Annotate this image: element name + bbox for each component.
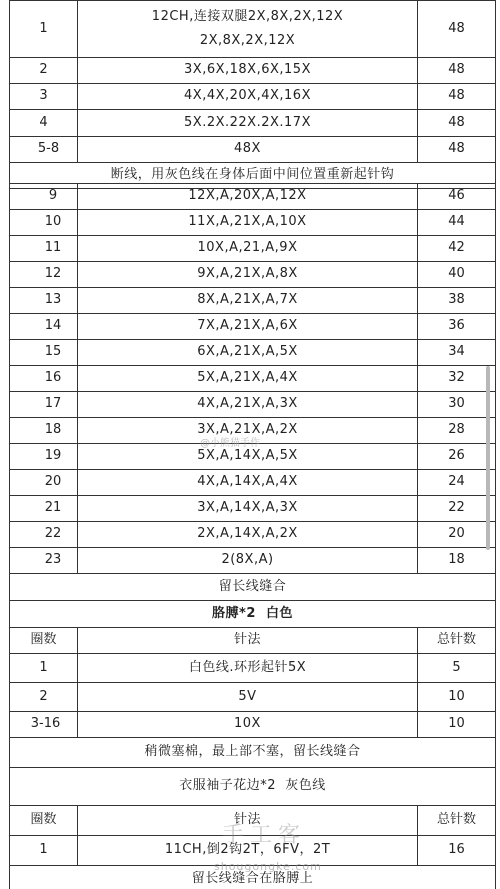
stitch-line-2: 2X,8X,2X,12X <box>199 33 296 48</box>
stitch-cell: 12X,A,20X,A,12X <box>78 184 418 210</box>
total-cell: 38 <box>418 288 496 314</box>
table-row <box>10 712 496 738</box>
row-number: 1 <box>10 836 78 866</box>
table-row <box>10 84 496 110</box>
table-row <box>10 314 496 340</box>
stitch-line-1: 12CH,连接双腿2X,8X,2X,12X <box>151 8 344 24</box>
row-number: 19 <box>10 444 78 470</box>
total-cell: 34 <box>418 340 496 366</box>
stitch-cell: 10X,A,21,A,9X <box>78 236 418 262</box>
row-number: 12 <box>10 262 78 288</box>
stitch-cell: 3X,A,14X,A,3X <box>78 496 418 522</box>
total-cell: 10 <box>418 683 496 712</box>
row-number: 22 <box>10 522 78 548</box>
row-number: 14 <box>10 314 78 340</box>
watermark-logo: 手工客 <box>222 823 307 848</box>
row-number: 20 <box>10 470 78 496</box>
row-number: 4 <box>10 110 78 137</box>
table-row <box>10 522 496 548</box>
stitch-cell: 9X,A,21X,A,8X <box>78 262 418 288</box>
total-cell: 48 <box>418 137 496 163</box>
total-cell: 28 <box>418 418 496 444</box>
end-note-row <box>10 738 496 768</box>
stitch-cell: 6X,A,21X,A,5X <box>78 340 418 366</box>
arms-title: 胳膊*2 白色 <box>10 601 496 628</box>
stitch-cell: 2(8X,A) <box>78 548 418 574</box>
stitch-cell: 8X,A,21X,A,7X <box>78 288 418 314</box>
row-number: 13 <box>10 288 78 314</box>
total-cell: 48 <box>418 110 496 137</box>
header-total: 总针数 <box>418 806 496 836</box>
total-cell: 16 <box>418 836 496 866</box>
table-row <box>10 110 496 137</box>
watermark-author: @小熊猫手作 <box>200 438 260 449</box>
stitch-cell: 3X,6X,18X,6X,15X <box>78 58 418 84</box>
stitch-cell: 10X <box>78 712 418 738</box>
section-title-row <box>10 768 496 806</box>
table-row <box>10 340 496 366</box>
stitch-cell: 48X <box>78 137 418 163</box>
table-row <box>10 236 496 262</box>
header-stitch: 针法 <box>78 806 418 836</box>
stitch-cell: 5X,A,14X,A,5X <box>78 444 418 470</box>
header-row-count: 圈数 <box>10 628 78 654</box>
stitch-cell: 7X,A,21X,A,6X <box>78 314 418 340</box>
stitch-cell: 3X,A,21X,A,2X <box>78 418 418 444</box>
row-number: 18 <box>10 418 78 444</box>
sleeve-end-note: 留长线缝合在胳膊上 <box>10 866 496 889</box>
total-cell: 5 <box>418 654 496 683</box>
table-row <box>10 392 496 418</box>
row-number: 1 <box>10 654 78 683</box>
table-row <box>10 470 496 496</box>
stitch-cell: 白色线.环形起针5X <box>78 654 418 683</box>
total-cell: 48 <box>418 1 496 58</box>
total-cell: 18 <box>418 548 496 574</box>
stitch-cell: 5V <box>78 683 418 712</box>
total-cell: 46 <box>418 184 496 210</box>
row-number: 3 <box>10 84 78 110</box>
stitch-cell: 5X.2X.22X.2X.17X <box>78 110 418 137</box>
table-row <box>10 262 496 288</box>
row-number: 11 <box>10 236 78 262</box>
total-cell: 10 <box>418 712 496 738</box>
row-number: 21 <box>10 496 78 522</box>
row-number: 15 <box>10 340 78 366</box>
row-number: 5-8 <box>10 137 78 163</box>
note-row: 断线，用灰色线在身体后面中间位置重新起针钩 <box>10 163 496 189</box>
total-cell: 36 <box>418 314 496 340</box>
section-title-row <box>10 601 496 628</box>
row-number: 23 <box>10 548 78 574</box>
crochet-pattern-table <box>9 0 496 189</box>
row-number: 10 <box>10 210 78 236</box>
watermark-url: shougongke.com <box>214 860 322 873</box>
total-cell: 32 <box>418 366 496 392</box>
table-row <box>10 210 496 236</box>
table-row <box>10 184 496 210</box>
stitch-cell: 4X,4X,20X,4X,16X <box>78 84 418 110</box>
table-row <box>10 496 496 522</box>
row-number: 9 <box>10 184 78 210</box>
total-cell: 48 <box>418 58 496 84</box>
row-number: 3-16 <box>10 712 78 738</box>
total-cell: 22 <box>418 496 496 522</box>
stitch-cell: 4X,A,14X,A,4X <box>78 470 418 496</box>
row-number: 17 <box>10 392 78 418</box>
table-row <box>10 548 496 574</box>
row-number: 1 <box>10 1 78 58</box>
total-cell: 48 <box>418 84 496 110</box>
header-row-count: 圈数 <box>10 806 78 836</box>
crochet-pattern-table-body <box>9 183 496 889</box>
row-number: 2 <box>10 58 78 84</box>
table-row <box>10 654 496 683</box>
total-cell: 44 <box>418 210 496 236</box>
total-cell: 40 <box>418 262 496 288</box>
stitch-cell: 11X,A,21X,A,10X <box>78 210 418 236</box>
table-row <box>10 58 496 84</box>
table-row <box>10 366 496 392</box>
stitch-cell: 2X,A,14X,A,2X <box>78 522 418 548</box>
table-row <box>10 683 496 712</box>
total-cell: 20 <box>418 522 496 548</box>
header-row <box>10 628 496 654</box>
end-note-row <box>10 574 496 601</box>
stitch-cell: 5X,A,21X,A,4X <box>78 366 418 392</box>
total-cell: 30 <box>418 392 496 418</box>
table-row <box>10 1 496 58</box>
arms-end-note: 稍微塞棉，最上部不塞，留长线缝合 <box>10 738 496 768</box>
total-cell: 26 <box>418 444 496 470</box>
row-number: 2 <box>10 683 78 712</box>
stitch-cell: 11CH,倒2钩2T，6FV，2T <box>78 836 418 866</box>
header-total: 总针数 <box>418 628 496 654</box>
table-row <box>10 288 496 314</box>
header-stitch: 针法 <box>78 628 418 654</box>
stitch-cell <box>78 1 418 58</box>
total-cell: 24 <box>418 470 496 496</box>
total-cell: 42 <box>418 236 496 262</box>
end-note: 留长线缝合 <box>10 574 496 601</box>
row-number: 16 <box>10 366 78 392</box>
stitch-cell: 4X,A,21X,A,3X <box>78 392 418 418</box>
table-row <box>10 137 496 163</box>
sleeve-title: 衣服袖子花边*2 灰色线 <box>10 768 496 806</box>
scrollbar[interactable] <box>486 366 490 550</box>
